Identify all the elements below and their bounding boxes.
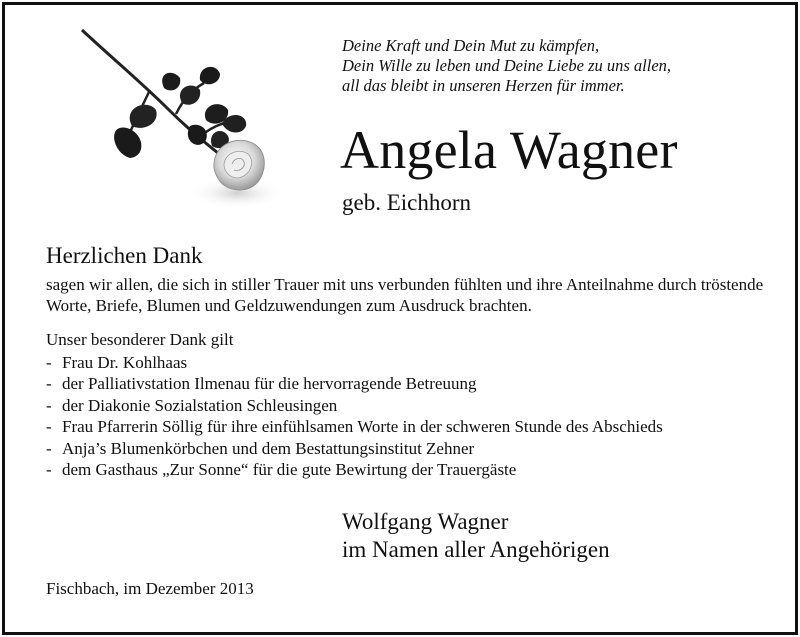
- place-date: Fischbach, im Dezember 2013: [46, 579, 254, 598]
- rose-image: [72, 28, 292, 218]
- dash-bullet: -: [46, 374, 52, 394]
- list-item-text: dem Gasthaus „Zur Sonne“ für die gute Bewirtung der Trauergäste: [62, 460, 517, 480]
- memorial-poem: [342, 36, 671, 96]
- dash-bullet: -: [46, 395, 52, 415]
- list-item: [46, 438, 663, 459]
- deceased-name: Angela Wagner: [340, 120, 678, 180]
- dash-bullet: -: [46, 353, 52, 372]
- poem-line: Dein Wille zu leben und Deine Liebe zu uns allen,: [342, 56, 672, 75]
- thanks-text: sagen wir allen, die sich in stiller Trauer mit uns verbunden fühlten und ihre Anteilnahme durch tröstende Worte, Briefe, Blumen und Geldzuwendungen zum Ausdruck brachten.: [46, 275, 764, 315]
- dash-bullet: -: [46, 438, 52, 458]
- special-thanks-list: [46, 352, 663, 480]
- dash-bullet: -: [46, 460, 52, 480]
- thanks-heading: Herzlichen Dank: [46, 243, 203, 268]
- signature-subtitle: im Namen aller Angehörigen: [342, 537, 610, 562]
- special-thanks-intro: Unser besonderer Dank gilt: [46, 330, 234, 349]
- list-item: [46, 373, 663, 394]
- birth-name: geb. Eichhorn: [342, 190, 472, 215]
- signature-name: Wolfgang Wagner: [342, 509, 509, 534]
- list-item: [46, 352, 663, 373]
- list-item: [46, 459, 663, 480]
- list-item-text: der Palliativstation Ilmenau für die hervorragende Betreuung: [62, 374, 477, 394]
- poem-line: all das bleibt in unseren Herzen für immer.: [342, 76, 625, 95]
- list-item-text: Frau Pfarrerin Söllig für ihre einfühlsamen Worte in der schweren Stunde des Abschieds: [62, 417, 663, 437]
- signature-block: [342, 508, 610, 564]
- list-item-text: der Diakonie Sozialstation Schleusingen: [62, 395, 338, 415]
- list-item: [46, 395, 663, 416]
- list-item-text: Frau Dr. Kohlhaas: [62, 353, 188, 372]
- poem-line: Deine Kraft und Dein Mut zu kämpfen,: [342, 36, 600, 55]
- dash-bullet: -: [46, 417, 52, 437]
- list-item-text: Anja’s Blumenkörbchen und dem Bestattungsinstitut Zehner: [62, 438, 475, 458]
- list-item: [46, 416, 663, 437]
